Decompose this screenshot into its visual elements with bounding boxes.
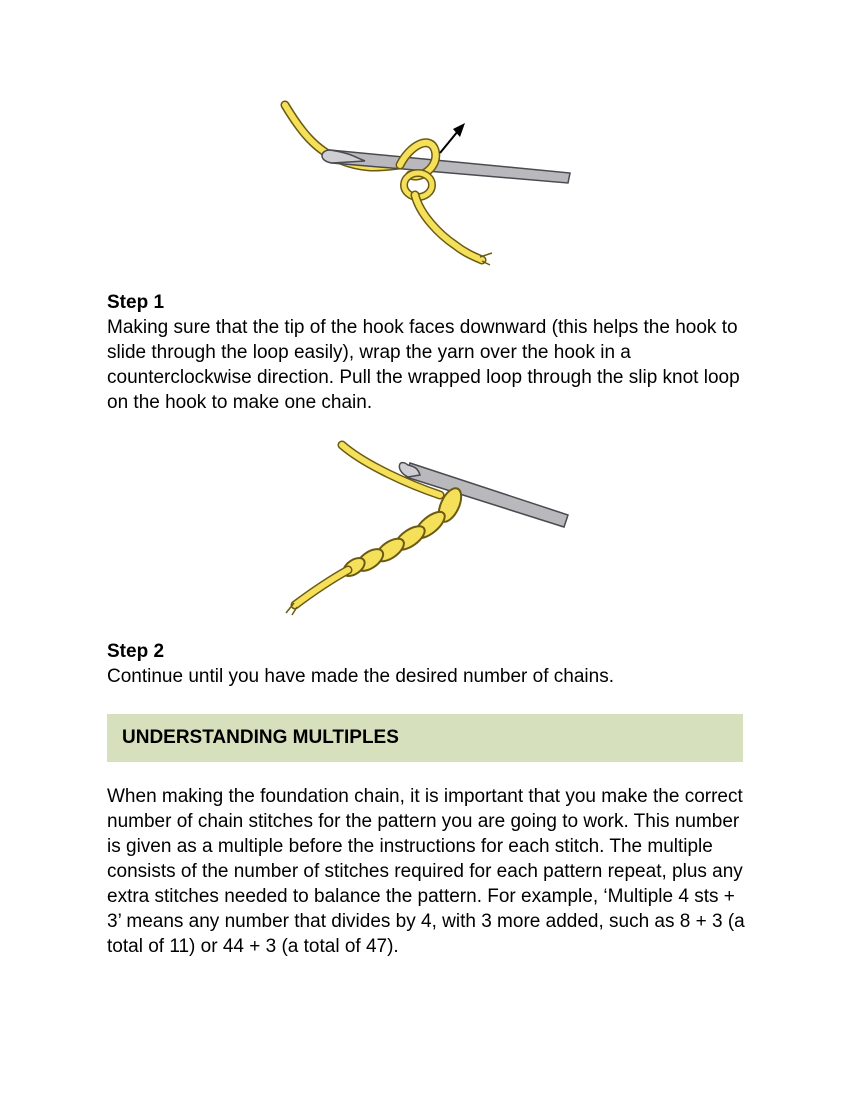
chain-illustration <box>270 435 580 620</box>
multiples-paragraph: When making the foundation chain, it is important that you make the correct number of chain stitches for the pattern you are going to work. This number is given as a multiple before the instructions for each stitch. The multiple consists of the number of stitches required for each pattern repeat, plus any extra stitches needed to balance the pattern. For example, ‘Multiple 4 sts + 3’ means any number that divides by 4, with 3 more added, such as 8 + 3 (a total of 11) or 44 + 3 (a total of 47). <box>107 786 745 957</box>
step-2-body: Continue until you have made the desired number of chains. <box>107 666 614 687</box>
yarn-over-illustration <box>270 95 580 275</box>
crochet-hook-yarn-over-icon <box>270 95 580 275</box>
step-2-title: Step 2 <box>107 641 165 662</box>
step-1-title: Step 1 <box>107 292 165 313</box>
section-title: UNDERSTANDING MULTIPLES <box>122 727 399 748</box>
step-1-body: Making sure that the tip of the hook faces downward (this helps the hook to slide through the loop easily), wrap the yarn over the hook in a counterclockwise direction. Pull the wrapped loop through the slip knot loop on the hook to make one chain. <box>107 317 740 413</box>
section-banner <box>107 714 743 762</box>
crochet-chain-icon <box>270 435 580 620</box>
